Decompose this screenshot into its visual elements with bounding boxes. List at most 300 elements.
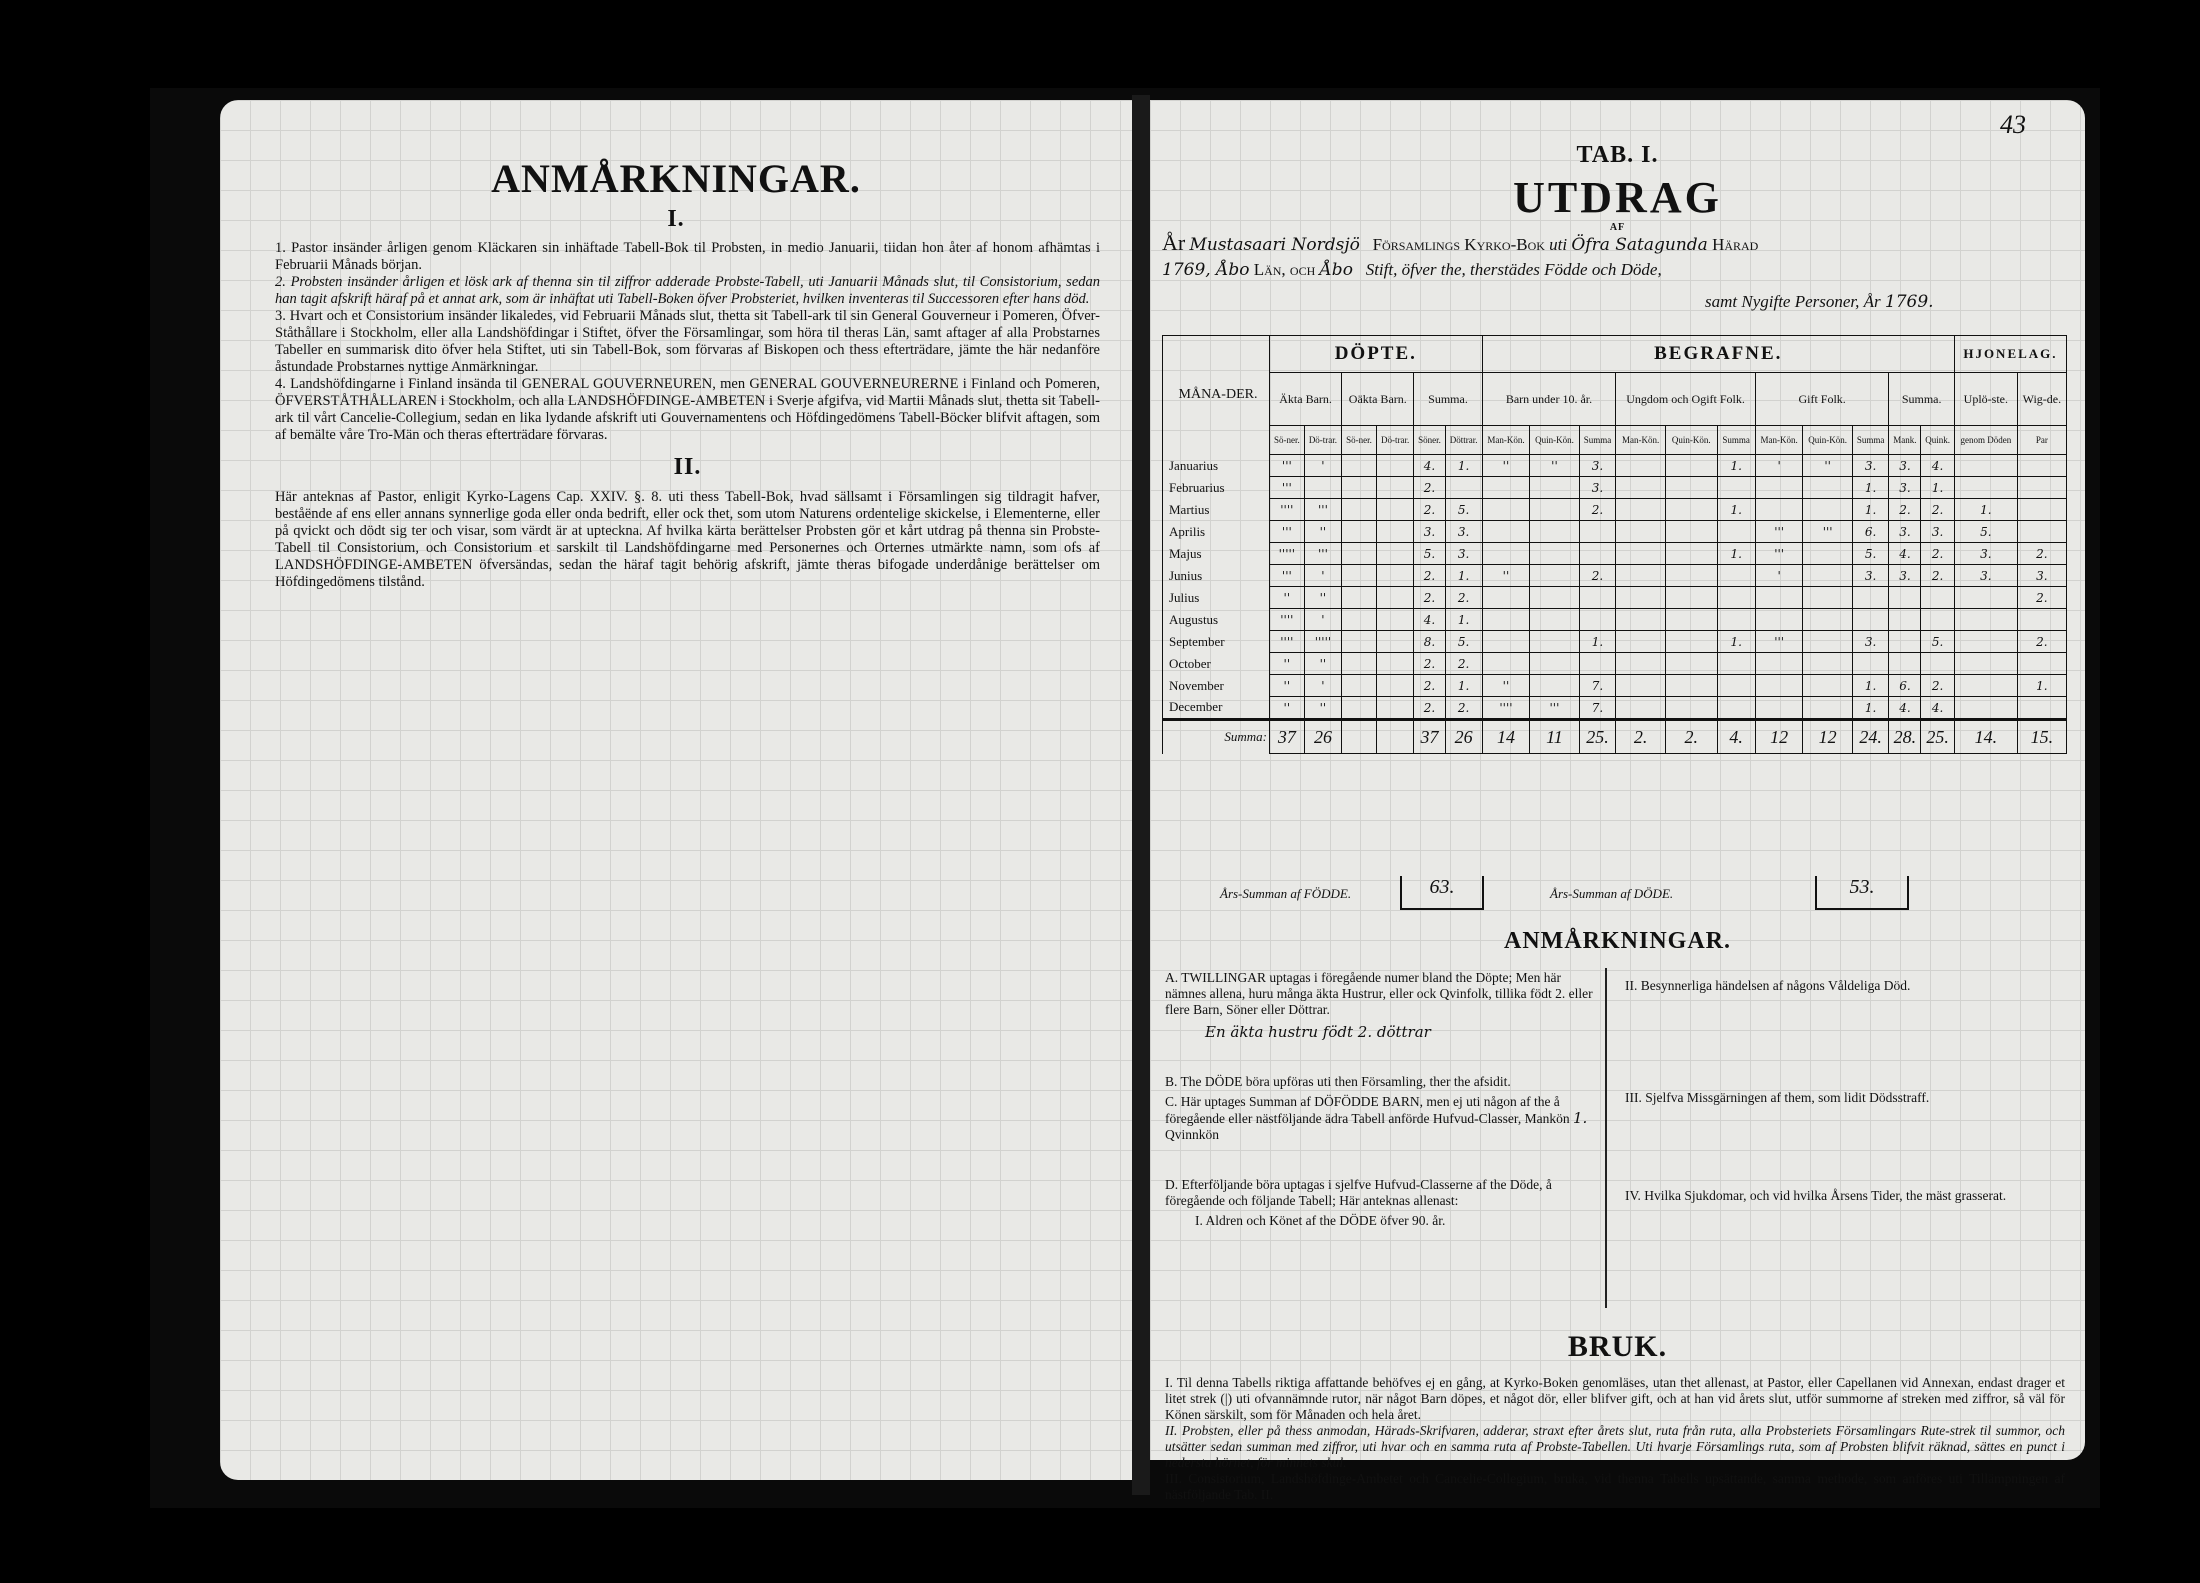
table-cell: 3.: [1445, 543, 1482, 565]
table-cell: 1.: [2017, 675, 2066, 697]
table-cell: ''': [1270, 477, 1305, 499]
sub-mankon: Man-Kön.: [1755, 426, 1803, 455]
sub-quinkon: Quin-Kön.: [1530, 426, 1579, 455]
table-cell: '': [1803, 455, 1852, 477]
month-label: Aprilis: [1163, 521, 1270, 543]
table-cell: '': [1270, 697, 1305, 720]
note-iii: III. Sjelfva Missgärningen af them, som lidit Dödsstraff.: [1625, 1090, 1930, 1105]
table-cell: [1530, 565, 1579, 587]
table-cell: 4.: [1414, 455, 1445, 477]
table-cell: '''': [1270, 609, 1305, 631]
table-cell: '': [1482, 565, 1530, 587]
table-cell: [1376, 565, 1414, 587]
table-cell: [1530, 499, 1579, 521]
table-cell: 8.: [1414, 631, 1445, 653]
table-cell: [1666, 455, 1717, 477]
wigde-header: Wig-de.: [2017, 373, 2066, 426]
month-label: Januarius: [1163, 455, 1270, 477]
ars-fodde-label: Års-Summan af FÖDDE.: [1220, 886, 1352, 901]
sub-soner: Söner.: [1414, 426, 1445, 455]
table-cell: ''': [1803, 521, 1852, 543]
table-cell: [1616, 543, 1666, 565]
sub-summa: Summa: [1579, 426, 1616, 455]
summa-cell: 11: [1530, 720, 1579, 754]
table-cell: 1.: [1717, 543, 1755, 565]
table-cell: '': [1270, 675, 1305, 697]
sub-summa: Summa: [1717, 426, 1755, 455]
table-cell: 1.: [1954, 499, 2017, 521]
table-cell: [1579, 653, 1616, 675]
sub-par: Par: [2017, 426, 2066, 455]
month-label: October: [1163, 653, 1270, 675]
table-cell: 1.: [1852, 697, 1889, 720]
table-cell: [1889, 631, 1921, 653]
table-cell: 2.: [1414, 587, 1445, 609]
table-row: [1163, 609, 2067, 631]
table-cell: [1376, 631, 1414, 653]
table-cell: ''': [1270, 565, 1305, 587]
bruk-title: BRUK.: [1567, 1330, 1668, 1363]
table-cell: [1755, 477, 1803, 499]
table-cell: ': [1304, 565, 1342, 587]
table-cell: [1342, 521, 1377, 543]
table-cell: [1304, 477, 1342, 499]
table-cell: 3.: [1852, 455, 1889, 477]
handwritten-year-left: 1769, Åbo: [1162, 260, 1250, 280]
note-c-handwritten: 1.: [1572, 1109, 1588, 1127]
month-label: Martius: [1163, 499, 1270, 521]
table-cell: ''''': [1270, 543, 1305, 565]
sub-dottrar: Dö-trar.: [1304, 426, 1342, 455]
table-cell: [1666, 631, 1717, 653]
table-cell: [1616, 697, 1666, 720]
table-cell: '': [1482, 675, 1530, 697]
table-cell: [1376, 477, 1414, 499]
table-cell: [2017, 499, 2066, 521]
table-cell: 1.: [1445, 675, 1482, 697]
table-cell: 5.: [1921, 631, 1955, 653]
table-cell: 3.: [1889, 477, 1921, 499]
death-birth-table: [1162, 335, 2067, 754]
table-cell: [1579, 587, 1616, 609]
table-cell: [1342, 565, 1377, 587]
handwritten-lan: Åbo: [1319, 260, 1353, 280]
table-cell: [1530, 675, 1579, 697]
table-cell: [1530, 521, 1579, 543]
note-d1: I. Aldren och Könet af the DÖDE öfver 90. år.: [1195, 1213, 1446, 1228]
table-cell: [1342, 631, 1377, 653]
table-cell: [1530, 653, 1579, 675]
table-cell: 1.: [1579, 631, 1616, 653]
table-cell: 2.: [2017, 631, 2066, 653]
summa-cell: 12: [1803, 720, 1852, 754]
table-cell: [1616, 565, 1666, 587]
summa-cell: 26: [1304, 720, 1342, 754]
table-cell: [1376, 521, 1414, 543]
summa-dead-header: Summa.: [1889, 373, 1954, 426]
table-cell: [1666, 565, 1717, 587]
table-cell: [1717, 697, 1755, 720]
summa-cell: [1342, 720, 1377, 754]
table-cell: [1376, 675, 1414, 697]
table-cell: 1.: [1921, 477, 1955, 499]
table-cell: [1803, 631, 1852, 653]
table-cell: ': [1755, 455, 1803, 477]
table-cell: 6.: [1852, 521, 1889, 543]
notes-title: ANMÅRKNINGAR.: [1504, 928, 1731, 954]
summa-cell: 28.: [1889, 720, 1921, 754]
month-label: Februarius: [1163, 477, 1270, 499]
table-cell: [1616, 675, 1666, 697]
table-cell: ''': [1755, 521, 1803, 543]
table-cell: 1.: [1445, 609, 1482, 631]
table-cell: [1342, 499, 1377, 521]
summa-cell: 26: [1445, 720, 1482, 754]
table-cell: ''': [1270, 455, 1305, 477]
table-cell: [1889, 653, 1921, 675]
sub-mank: Mank.: [1889, 426, 1921, 455]
table-cell: ': [1304, 675, 1342, 697]
table-cell: 3.: [1889, 521, 1921, 543]
summa-cell: 37: [1270, 720, 1305, 754]
month-label: Julius: [1163, 587, 1270, 609]
table-cell: 3.: [2017, 565, 2066, 587]
section-1-heading: I.: [667, 206, 685, 232]
table-cell: [2017, 653, 2066, 675]
table-cell: [1376, 609, 1414, 631]
summa-cell: 24.: [1852, 720, 1889, 754]
table-cell: 2.: [1445, 697, 1482, 720]
table-cell: [1852, 653, 1889, 675]
months-header: MÅNA-DER.: [1163, 336, 1270, 455]
table-cell: 2.: [1921, 543, 1955, 565]
table-cell: 2.: [1445, 653, 1482, 675]
table-cell: ''': [1304, 499, 1342, 521]
table-cell: [1579, 609, 1616, 631]
table-cell: [1755, 675, 1803, 697]
sub-mankon: Man-Kön.: [1482, 426, 1530, 455]
table-cell: 5.: [1445, 631, 1482, 653]
note-a: A. TWILLINGAR uptagas i föregående numer bland the Döpte; Men här nämnes allena, huru många äkta Hustrur, eller ock Qvinfolk, tillika födt 2. eller flere Barn, Söner eller Döttrar.: [1165, 970, 1593, 1017]
table-cell: [1666, 499, 1717, 521]
table-row: [1163, 631, 2067, 653]
book-gutter: [1132, 95, 1150, 1495]
table-cell: [1921, 609, 1955, 631]
table-cell: [1803, 653, 1852, 675]
table-row: [1163, 499, 2067, 521]
oakta-header: Oäkta Barn.: [1342, 373, 1414, 426]
table-cell: [1954, 587, 2017, 609]
table-cell: [1666, 697, 1717, 720]
table-cell: [1666, 477, 1717, 499]
table-cell: [1616, 521, 1666, 543]
sub-quink: Quink.: [1921, 426, 1955, 455]
summa-cell: 25.: [1579, 720, 1616, 754]
table-cell: 2.: [1921, 675, 1955, 697]
handwritten-year: 1769.: [1884, 292, 1934, 312]
table-cell: [1376, 697, 1414, 720]
table-cell: [2017, 521, 2066, 543]
table-cell: [1342, 477, 1377, 499]
table-cell: 2.: [1921, 565, 1955, 587]
table-cell: [1616, 609, 1666, 631]
table-cell: [1616, 653, 1666, 675]
month-label: Majus: [1163, 543, 1270, 565]
table-cell: [1852, 587, 1889, 609]
sub-genom-doden: genom Döden: [1954, 426, 2017, 455]
table-cell: '': [1304, 587, 1342, 609]
table-cell: [1803, 477, 1852, 499]
hjonelag-header: HJONELAG.: [1954, 336, 2066, 373]
uploste-header: Uplö-ste.: [1954, 373, 2017, 426]
table-cell: [1482, 631, 1530, 653]
note-b: B. The DÖDE böra upföras uti then Församling, ther the afsidit.: [1165, 1074, 1511, 1089]
table-cell: [1717, 587, 1755, 609]
table-cell: [1717, 653, 1755, 675]
note-d: D. Efterföljande böra uptagas i sjelfve Hufvud-Classerne af the Döde, å föregående och följande Tabell; Här anteknas allenast:: [1165, 1177, 1552, 1208]
table-row: [1163, 697, 2067, 720]
table-row: [1163, 675, 2067, 697]
dopte-header: DÖPTE.: [1270, 336, 1483, 373]
table-cell: [1666, 587, 1717, 609]
summa-cell: 2.: [1666, 720, 1717, 754]
table-cell: 4.: [1921, 455, 1955, 477]
summa-cell: 12: [1755, 720, 1803, 754]
af-label: AF: [1609, 222, 1626, 233]
summa-cell: [1376, 720, 1414, 754]
summa-label: Summa:: [1163, 720, 1270, 754]
table-cell: [1755, 697, 1803, 720]
table-cell: [1755, 609, 1803, 631]
table-cell: 4.: [1921, 697, 1955, 720]
table-cell: 7.: [1579, 675, 1616, 697]
table-cell: [2017, 455, 2066, 477]
table-cell: [1717, 565, 1755, 587]
akta-header: Äkta Barn.: [1270, 373, 1342, 426]
summa-cell: 2.: [1616, 720, 1666, 754]
table-cell: 3.: [1579, 455, 1616, 477]
table-cell: ''': [1270, 521, 1305, 543]
begrafne-header: BEGRAFNE.: [1482, 336, 1954, 373]
tab-label: TAB. I.: [1576, 142, 1659, 168]
table-cell: [1803, 565, 1852, 587]
table-cell: [1666, 521, 1717, 543]
barn-header: Barn under 10. år.: [1482, 373, 1616, 426]
table-cell: [1803, 609, 1852, 631]
table-cell: 5.: [1445, 499, 1482, 521]
table-cell: [1954, 609, 2017, 631]
table-cell: 5.: [1954, 521, 2017, 543]
table-cell: [1530, 587, 1579, 609]
table-cell: 6.: [1889, 675, 1921, 697]
left-paragraph-1: 1. Pastor insänder årligen genom Kläckaren sin inhäftade Tabell-Bok til Probsten, in medio Januarii, tiidan hon åter af honom afhämtas i Februarii Månads början.: [275, 240, 1100, 273]
table-cell: [1342, 587, 1377, 609]
table-cell: 1.: [1717, 455, 1755, 477]
table-cell: [1376, 543, 1414, 565]
table-cell: 3.: [1889, 565, 1921, 587]
table-cell: [1342, 609, 1377, 631]
table-cell: [1803, 697, 1852, 720]
table-cell: '': [1530, 455, 1579, 477]
table-cell: [1755, 499, 1803, 521]
sub-dottrar: Dö-trar.: [1376, 426, 1414, 455]
table-cell: [1616, 477, 1666, 499]
table-cell: [1616, 587, 1666, 609]
total-fodde: 63.: [1400, 876, 1484, 910]
gift-header: Gift Folk.: [1755, 373, 1889, 426]
table-cell: 2.: [1579, 565, 1616, 587]
table-cell: 2.: [1414, 499, 1445, 521]
table-row: [1163, 653, 2067, 675]
table-cell: 3.: [1852, 565, 1889, 587]
table-cell: 2.: [1414, 477, 1445, 499]
month-label: Junius: [1163, 565, 1270, 587]
table-cell: '': [1270, 653, 1305, 675]
header-line-3: samt Nygifte Personer, År 1769.: [1705, 292, 1934, 312]
table-cell: [1803, 587, 1852, 609]
table-cell: 3.: [1954, 565, 2017, 587]
table-cell: 4.: [1889, 697, 1921, 720]
summa-cell: 14: [1482, 720, 1530, 754]
table-cell: 1.: [1852, 477, 1889, 499]
table-cell: [1482, 609, 1530, 631]
header-line-2: 1769, Åbo Län, och Åbo Stift, öfver the, therstädes Födde och Döde,: [1162, 260, 1662, 280]
table-cell: '''': [1270, 631, 1305, 653]
bruk-ii: II. Probsten, eller på thess anmodan, Härads-Skrifvaren, adderar, straxt efter årets slut, ruta från ruta, alla Probsteriets Församlingars Rute-strek til summor, och utsätter sedan summan med ziffror, uti hvar och en samma ruta af Probste-Tabellen. Uti hvarje Församlings ruta, som af Probsten blifvit räknad, sättes en punct i nedersta hörnet, för minnets skul.: [1165, 1423, 2065, 1470]
table-cell: [1954, 455, 2017, 477]
table-cell: ': [1304, 609, 1342, 631]
table-cell: [1530, 543, 1579, 565]
left-paragraph-3: 3. Hvart och et Consistorium insänder likaledes, vid Februarii Månads slut, thetta sit Tabell-ark til sin General Gouverneur i Pomeren, Öfver-Ståthållare i Stockholm, eller alla Landshöfdingar i Stiftet, öfver the Församlingar, som höra til theras Län, samt aftager af alla Probstarnes Tabeller en summarisk dito öfver hela Stiftet, uti sin Tabell-Bok, som förvaras af Biskopen och thess efterträdare, jämte the här nedanföre åstundade Probstarnes nyttige Anmärkningar.: [275, 308, 1100, 375]
summa-cell: 4.: [1717, 720, 1755, 754]
table-cell: 2.: [1414, 653, 1445, 675]
table-cell: 3.: [1852, 631, 1889, 653]
table-cell: 4.: [1889, 543, 1921, 565]
table-cell: [1445, 477, 1482, 499]
table-cell: [1530, 609, 1579, 631]
utdrag-title: UTDRAG: [1513, 173, 1722, 222]
table-cell: ''': [1755, 631, 1803, 653]
table-cell: 1.: [1717, 631, 1755, 653]
sub-soner: Sö-ner.: [1342, 426, 1377, 455]
table-cell: [1954, 675, 2017, 697]
table-cell: [1717, 521, 1755, 543]
section-2-heading: II.: [673, 454, 702, 480]
notes-right-column: [1625, 978, 2065, 1204]
table-cell: 2.: [1889, 499, 1921, 521]
sub-quinkon: Quin-Kön.: [1803, 426, 1852, 455]
table-cell: [1482, 477, 1530, 499]
table-cell: [1482, 499, 1530, 521]
sub-quinkon: Quin-Kön.: [1666, 426, 1717, 455]
table-cell: [1376, 455, 1414, 477]
table-cell: [1717, 609, 1755, 631]
table-cell: [1755, 587, 1803, 609]
table-cell: [1342, 653, 1377, 675]
note-iv: IV. Hvilka Sjukdomar, och vid hvilka Årsens Tider, the mäst grasserat.: [1625, 1188, 2007, 1203]
table-cell: [1666, 675, 1717, 697]
note-c: C. Här uptages Summan af DÖFÖDDE BARN, men ej uti någon af the å föregående eller nästföljande ädra Tabell anförde Hufvud-Classer, Mankön 1. Qvinnkön: [1165, 1094, 1588, 1142]
table-cell: ''': [1755, 543, 1803, 565]
table-row: [1163, 521, 2067, 543]
table-cell: 2.: [2017, 543, 2066, 565]
sub-summa: Summa: [1852, 426, 1889, 455]
table-cell: '': [1482, 455, 1530, 477]
sub-mankon: Man-Kön.: [1616, 426, 1666, 455]
table-cell: 4.: [1414, 609, 1445, 631]
table-cell: '''': [1482, 697, 1530, 720]
left-title: ANMÅRKNINGAR.: [491, 156, 861, 201]
bruk-iii: III. Consistorium, Landshöfdinge-Ambetet och Cancelie-Collegium, bruka, vid thenna Tabells upsättande, samma methode, som anföres uti Tillämpningen af nästföljande Tab. II.: [1165, 1471, 2065, 1502]
left-paragraph-2: 2. Probsten insänder årligen et lösk ark af thenna sin til ziffror adderade Probste-Tabell, uti Januarii Månads slut, til Consistorium, sedan han tagit afskrift häraf på et annat ark, som är inhäftat uti Tabell-Boken öfver Probsteriet, hvilken inventeras til Successoren efter hans död.: [275, 274, 1100, 307]
table-cell: [1482, 521, 1530, 543]
table-cell: 1.: [1852, 675, 1889, 697]
table-cell: ': [1755, 565, 1803, 587]
table-cell: [1376, 499, 1414, 521]
table-cell: [1530, 477, 1579, 499]
table-cell: [1803, 543, 1852, 565]
bruk-text: [1165, 1375, 2065, 1503]
table-cell: 2.: [2017, 587, 2066, 609]
sub-soner: Sö-ner.: [1270, 426, 1305, 455]
table-cell: 3.: [1445, 521, 1482, 543]
table-cell: [1579, 521, 1616, 543]
summa-cell: 14.: [1954, 720, 2017, 754]
note-ii: II. Besynnerliga händelsen af någons Våldeliga Död.: [1625, 978, 1911, 993]
table-cell: ''': [1304, 543, 1342, 565]
table-cell: [1666, 609, 1717, 631]
table-cell: 3.: [1921, 521, 1955, 543]
month-label: November: [1163, 675, 1270, 697]
right-page: [1150, 100, 2085, 1502]
summa-cell: 25.: [1921, 720, 1955, 754]
note-a-handwritten: En äkta hustru födt 2. döttrar: [1205, 1023, 1431, 1041]
table-cell: [1616, 455, 1666, 477]
table-cell: 2.: [1445, 587, 1482, 609]
table-cell: [1482, 653, 1530, 675]
total-dode: 53.: [1815, 876, 1909, 910]
handwritten-harad: Öfra Satagunda: [1571, 235, 1708, 255]
table-cell: '': [1304, 653, 1342, 675]
table-cell: 1.: [1852, 499, 1889, 521]
table-cell: 1.: [1445, 565, 1482, 587]
table-cell: [2017, 697, 2066, 720]
month-label: December: [1163, 697, 1270, 720]
ungdom-header: Ungdom och Ogift Folk.: [1616, 373, 1756, 426]
header-line-1: År Mustasaari Nordsjö Församlings Kyrko-Bok uti Öfra Satagunda Härad: [1162, 230, 1759, 255]
table-cell: [1921, 653, 1955, 675]
table-cell: [1717, 477, 1755, 499]
table-cell: [1616, 499, 1666, 521]
table-cell: '': [1304, 521, 1342, 543]
table-cell: 3.: [1579, 477, 1616, 499]
table-cell: 1.: [1445, 455, 1482, 477]
left-paragraph-5: Här anteknas af Pastor, enligit Kyrko-Lagens Cap. XXIV. §. 8. uti thess Tabell-Bok, hvad sällsamt i Församlingen sig tildragit hafver, beståënde af ens eller annans synnerlige goda eller onda bedrift, eller ock thet, som utom Naturens ordentelige skickelse, i Elementerne, eller på qvickt och dödt sig ter och visar, som värdt är at upteckna. Af hvilka kärta berättelser Probsten gör et kårt utdrag på thenna sin Probste-Tabell til Consistorium, och Consistorium et sarskilt til Landshöfdingarne med Personernes och Orternes utmärkte namn, som ofs af LANDSHÖFDINGE-AMBETEN öfversändas, sedan the häraf tagit behörig afskrift, jämte theras bifogade underdånige berättelser om Höfdingedömens tilstånd.: [275, 489, 1100, 590]
table-cell: '': [1304, 697, 1342, 720]
table-cell: [1342, 675, 1377, 697]
table-row: [1163, 565, 2067, 587]
table-cell: [1342, 543, 1377, 565]
summa-cell: 15.: [2017, 720, 2066, 754]
table-cell: 5.: [1852, 543, 1889, 565]
table-body: [1163, 455, 2067, 720]
table-cell: ''''': [1304, 631, 1342, 653]
summa-cell: 37: [1414, 720, 1445, 754]
table-cell: [1803, 499, 1852, 521]
table-cell: [1954, 631, 2017, 653]
bruk-i: I. Til denna Tabells riktiga affattande behöfves ej en gång, at Kyrko-Boken genomläses, utan thet allenast, at Pastor, eller Capellanen vid Annexan, endast drager et litet strek (|) uti ofvannämnde rutor, när något Barn döpes, et något dör, eller blifver gift, och at han vid årets slut, utför summorne af streken med ziffror, så väl för Könen särskilt, som för Månaden och hela året.: [1165, 1375, 2065, 1422]
month-label: September: [1163, 631, 1270, 653]
